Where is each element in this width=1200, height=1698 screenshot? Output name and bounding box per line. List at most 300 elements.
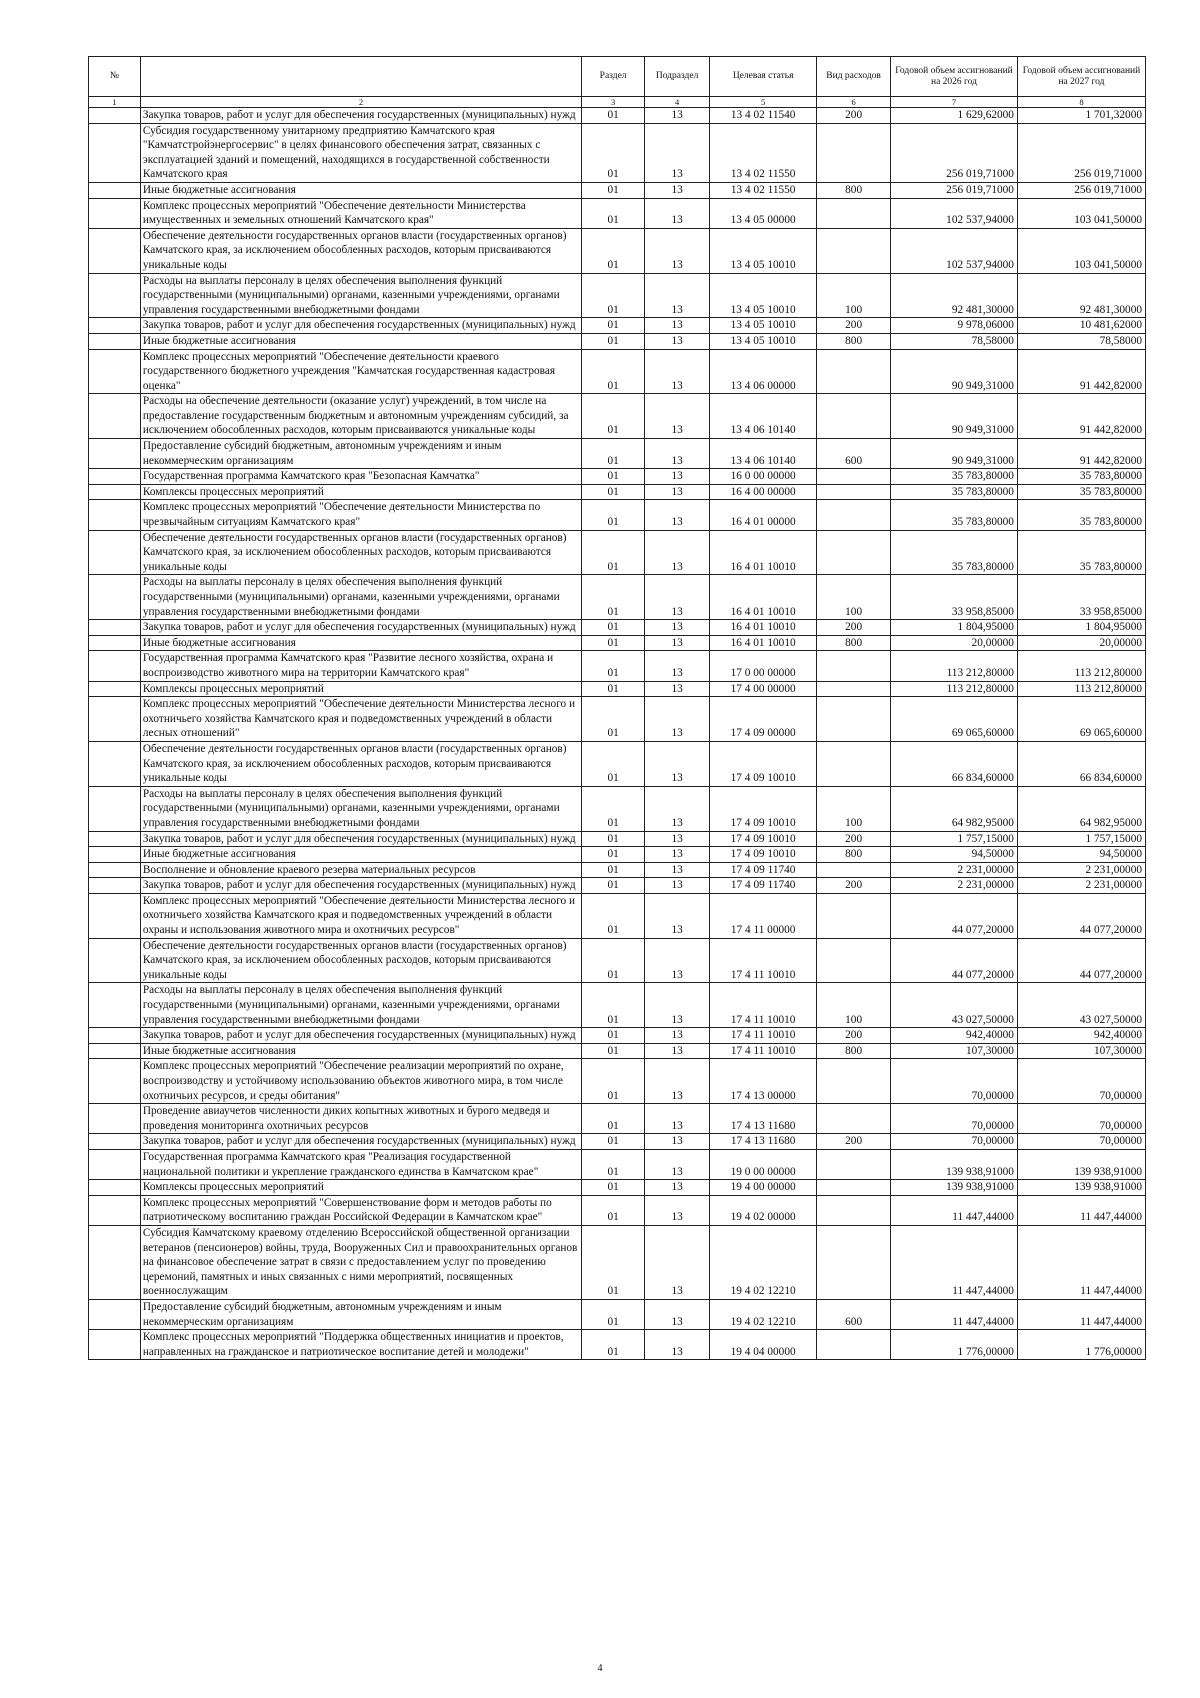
row-number-cell	[89, 1043, 141, 1059]
table-row	[89, 273, 1146, 318]
row-expense-type-cell	[817, 1059, 891, 1104]
row-expense-type-cell	[817, 530, 891, 575]
column-number: 5	[710, 97, 817, 108]
table-row	[89, 831, 1146, 847]
row-podrazdel-cell: 13	[645, 786, 710, 831]
row-expense-type-cell: 200	[817, 318, 891, 334]
row-number-cell	[89, 394, 141, 439]
row-target-article-cell: 16 4 01 00000	[710, 500, 817, 530]
row-podrazdel-cell: 13	[645, 273, 710, 318]
row-amount-2027-cell: 1 804,95000	[1017, 620, 1145, 636]
row-expense-type-cell	[817, 484, 891, 500]
row-number-cell	[89, 1225, 141, 1299]
row-amount-2027-cell: 35 783,80000	[1017, 484, 1145, 500]
row-amount-2026-cell: 113 212,80000	[891, 681, 1018, 697]
row-number-cell	[89, 862, 141, 878]
row-number-cell	[89, 575, 141, 620]
row-amount-2026-cell: 94,50000	[891, 847, 1018, 863]
row-amount-2026-cell: 20,00000	[891, 635, 1018, 651]
row-number-cell	[89, 500, 141, 530]
row-number-cell	[89, 439, 141, 469]
row-razdel-cell: 01	[582, 938, 645, 983]
row-razdel-cell: 01	[582, 500, 645, 530]
row-number-cell	[89, 182, 141, 198]
table-row	[89, 349, 1146, 394]
row-amount-2026-cell: 11 447,44000	[891, 1225, 1018, 1299]
row-razdel-cell: 01	[582, 681, 645, 697]
row-razdel-cell: 01	[582, 1299, 645, 1329]
row-podrazdel-cell: 13	[645, 500, 710, 530]
table-row	[89, 439, 1146, 469]
row-razdel-cell: 01	[582, 983, 645, 1028]
row-expense-type-cell: 200	[817, 878, 891, 894]
row-amount-2026-cell: 942,40000	[891, 1028, 1018, 1044]
column-number: 4	[645, 97, 710, 108]
row-amount-2027-cell: 35 783,80000	[1017, 530, 1145, 575]
row-name-cell: Закупка товаров, работ и услуг для обеспечения государственных (муниципальных) нужд	[140, 831, 581, 847]
row-podrazdel-cell: 13	[645, 878, 710, 894]
row-name-cell: Обеспечение деятельности государственных органов власти (государственных органов) Камчатского края, за исключением обособленных расходов, которым присваиваются уникальные коды	[140, 938, 581, 983]
row-name-cell: Комплексы процессных мероприятий	[140, 484, 581, 500]
row-amount-2027-cell: 2 231,00000	[1017, 878, 1145, 894]
row-amount-2027-cell: 113 212,80000	[1017, 651, 1145, 681]
row-target-article-cell: 13 4 05 00000	[710, 198, 817, 228]
row-razdel-cell: 01	[582, 697, 645, 742]
row-podrazdel-cell: 13	[645, 228, 710, 273]
row-number-cell	[89, 651, 141, 681]
column-number: 3	[582, 97, 645, 108]
table-header	[89, 57, 1146, 108]
row-number-cell	[89, 847, 141, 863]
row-amount-2026-cell: 70,00000	[891, 1059, 1018, 1104]
row-podrazdel-cell: 13	[645, 1330, 710, 1360]
row-podrazdel-cell: 13	[645, 530, 710, 575]
row-podrazdel-cell: 13	[645, 394, 710, 439]
row-expense-type-cell: 800	[817, 182, 891, 198]
column-number: 7	[891, 97, 1018, 108]
row-expense-type-cell: 100	[817, 983, 891, 1028]
row-razdel-cell: 01	[582, 1043, 645, 1059]
row-amount-2027-cell: 942,40000	[1017, 1028, 1145, 1044]
row-expense-type-cell	[817, 893, 891, 938]
row-razdel-cell: 01	[582, 831, 645, 847]
row-razdel-cell: 01	[582, 1104, 645, 1134]
row-target-article-cell: 19 0 00 00000	[710, 1149, 817, 1179]
table-row	[89, 198, 1146, 228]
row-razdel-cell: 01	[582, 847, 645, 863]
row-name-cell: Комплекс процессных мероприятий "Поддержка общественных инициатив и проектов, направленных на гражданское и патриотическое воспитание детей и молодежи"	[140, 1330, 581, 1360]
row-target-article-cell: 16 4 01 10010	[710, 620, 817, 636]
row-razdel-cell: 01	[582, 333, 645, 349]
row-podrazdel-cell: 13	[645, 1104, 710, 1134]
row-amount-2026-cell: 1 804,95000	[891, 620, 1018, 636]
row-amount-2026-cell: 139 938,91000	[891, 1149, 1018, 1179]
row-target-article-cell: 17 4 09 10010	[710, 741, 817, 786]
row-podrazdel-cell: 13	[645, 938, 710, 983]
row-name-cell: Расходы на выплаты персоналу в целях обеспечения выполнения функций государственными (муниципальными) органами, казенными учреждениями, органами управления государственными внебюджетными фондами	[140, 273, 581, 318]
row-number-cell	[89, 1059, 141, 1104]
row-podrazdel-cell: 13	[645, 349, 710, 394]
row-target-article-cell: 17 4 11 10010	[710, 938, 817, 983]
row-expense-type-cell	[817, 1195, 891, 1225]
row-razdel-cell: 01	[582, 1028, 645, 1044]
row-amount-2026-cell: 102 537,94000	[891, 228, 1018, 273]
row-podrazdel-cell: 13	[645, 333, 710, 349]
row-amount-2026-cell: 107,30000	[891, 1043, 1018, 1059]
row-name-cell: Иные бюджетные ассигнования	[140, 182, 581, 198]
row-razdel-cell: 01	[582, 878, 645, 894]
table-row	[89, 1225, 1146, 1299]
row-amount-2027-cell: 35 783,80000	[1017, 469, 1145, 485]
row-podrazdel-cell: 13	[645, 108, 710, 124]
row-amount-2026-cell: 92 481,30000	[891, 273, 1018, 318]
row-amount-2026-cell: 2 231,00000	[891, 862, 1018, 878]
row-expense-type-cell	[817, 741, 891, 786]
row-name-cell: Обеспечение деятельности государственных органов власти (государственных органов) Камчатского края, за исключением обособленных расходов, которым присваиваются уникальные коды	[140, 741, 581, 786]
table-row	[89, 318, 1146, 334]
row-razdel-cell: 01	[582, 635, 645, 651]
row-name-cell: Закупка товаров, работ и услуг для обеспечения государственных (муниципальных) нужд	[140, 1028, 581, 1044]
row-amount-2026-cell: 90 949,31000	[891, 394, 1018, 439]
row-amount-2027-cell: 70,00000	[1017, 1134, 1145, 1150]
row-podrazdel-cell: 13	[645, 681, 710, 697]
table-row	[89, 1195, 1146, 1225]
row-amount-2027-cell: 1 776,00000	[1017, 1330, 1145, 1360]
row-target-article-cell: 13 4 05 10010	[710, 318, 817, 334]
row-amount-2027-cell: 35 783,80000	[1017, 500, 1145, 530]
row-amount-2027-cell: 139 938,91000	[1017, 1149, 1145, 1179]
row-amount-2027-cell: 11 447,44000	[1017, 1225, 1145, 1299]
row-amount-2026-cell: 78,58000	[891, 333, 1018, 349]
table-row	[89, 1104, 1146, 1134]
row-number-cell	[89, 697, 141, 742]
row-amount-2027-cell: 11 447,44000	[1017, 1195, 1145, 1225]
row-target-article-cell: 17 4 13 11680	[710, 1134, 817, 1150]
row-expense-type-cell	[817, 394, 891, 439]
row-expense-type-cell: 800	[817, 847, 891, 863]
row-podrazdel-cell: 13	[645, 1180, 710, 1196]
row-amount-2026-cell: 90 949,31000	[891, 439, 1018, 469]
row-number-cell	[89, 681, 141, 697]
row-name-cell: Проведение авиаучетов численности диких копытных животных и бурого медведя и проведения мониторинга охотничьих ресурсов	[140, 1104, 581, 1134]
row-amount-2026-cell: 1 776,00000	[891, 1330, 1018, 1360]
table-row	[89, 786, 1146, 831]
row-name-cell: Расходы на выплаты персоналу в целях обеспечения выполнения функций государственными (муниципальными) органами, казенными учреждениями, органами управления государственными внебюджетными фондами	[140, 575, 581, 620]
row-podrazdel-cell: 13	[645, 697, 710, 742]
table-body	[89, 108, 1146, 1360]
row-name-cell: Иные бюджетные ассигнования	[140, 847, 581, 863]
row-expense-type-cell	[817, 651, 891, 681]
row-amount-2027-cell: 44 077,20000	[1017, 938, 1145, 983]
table-row	[89, 983, 1146, 1028]
row-expense-type-cell	[817, 198, 891, 228]
row-name-cell: Комплекс процессных мероприятий "Обеспечение деятельности Министерства лесного и охотничьего хозяйства Камчатского края и подведомственных учреждений в области охраны и использования животного мира и охотничьих ресурсов"	[140, 893, 581, 938]
row-podrazdel-cell: 13	[645, 651, 710, 681]
table-row	[89, 878, 1146, 894]
row-number-cell	[89, 1149, 141, 1179]
row-amount-2026-cell: 64 982,95000	[891, 786, 1018, 831]
row-number-cell	[89, 198, 141, 228]
row-name-cell: Восполнение и обновление краевого резерва материальных ресурсов	[140, 862, 581, 878]
row-amount-2026-cell: 70,00000	[891, 1104, 1018, 1134]
header-podrazdel: Подраздел	[645, 57, 710, 97]
row-name-cell: Комплекс процессных мероприятий "Обеспечение деятельности Министерства по чрезвычайным ситуациям Камчатского края"	[140, 500, 581, 530]
row-razdel-cell: 01	[582, 108, 645, 124]
row-podrazdel-cell: 13	[645, 1043, 710, 1059]
row-name-cell: Предоставление субсидий бюджетным, автономным учреждениям и иным некоммерческим организациям	[140, 1299, 581, 1329]
table-row	[89, 1059, 1146, 1104]
table-row	[89, 530, 1146, 575]
row-target-article-cell: 19 4 02 00000	[710, 1195, 817, 1225]
row-amount-2026-cell: 43 027,50000	[891, 983, 1018, 1028]
row-name-cell: Обеспечение деятельности государственных органов власти (государственных органов) Камчатского края, за исключением обособленных расходов, которым присваиваются уникальные коды	[140, 228, 581, 273]
row-expense-type-cell	[817, 228, 891, 273]
row-podrazdel-cell: 13	[645, 1028, 710, 1044]
table-row	[89, 862, 1146, 878]
row-number-cell	[89, 333, 141, 349]
row-target-article-cell: 17 4 13 11680	[710, 1104, 817, 1134]
row-name-cell: Комплекс процессных мероприятий "Обеспечение деятельности Министерства лесного и охотничьего хозяйства Камчатского края и подведомственных учреждений в области лесных отношений"	[140, 697, 581, 742]
row-razdel-cell: 01	[582, 182, 645, 198]
row-expense-type-cell: 100	[817, 786, 891, 831]
row-name-cell: Комплекс процессных мероприятий "Совершенствование форм и методов работы по патриотическому воспитанию граждан Российской Федерации в Камчатском крае"	[140, 1195, 581, 1225]
row-number-cell	[89, 108, 141, 124]
table-row	[89, 741, 1146, 786]
row-expense-type-cell	[817, 1180, 891, 1196]
row-target-article-cell: 16 0 00 00000	[710, 469, 817, 485]
row-podrazdel-cell: 13	[645, 741, 710, 786]
row-amount-2027-cell: 256 019,71000	[1017, 123, 1145, 182]
row-target-article-cell: 17 4 09 10010	[710, 786, 817, 831]
row-amount-2027-cell: 66 834,60000	[1017, 741, 1145, 786]
row-expense-type-cell	[817, 1104, 891, 1134]
row-razdel-cell: 01	[582, 228, 645, 273]
budget-table-sheet	[88, 56, 1146, 1360]
row-razdel-cell: 01	[582, 651, 645, 681]
row-amount-2027-cell: 92 481,30000	[1017, 273, 1145, 318]
row-target-article-cell: 17 4 09 11740	[710, 878, 817, 894]
row-podrazdel-cell: 13	[645, 1059, 710, 1104]
row-target-article-cell: 19 4 04 00000	[710, 1330, 817, 1360]
row-expense-type-cell: 200	[817, 108, 891, 124]
row-number-cell	[89, 893, 141, 938]
row-razdel-cell: 01	[582, 786, 645, 831]
row-target-article-cell: 17 4 09 10010	[710, 831, 817, 847]
row-target-article-cell: 17 4 11 10010	[710, 983, 817, 1028]
row-name-cell: Закупка товаров, работ и услуг для обеспечения государственных (муниципальных) нужд	[140, 318, 581, 334]
row-amount-2026-cell: 44 077,20000	[891, 938, 1018, 983]
row-number-cell	[89, 1028, 141, 1044]
row-target-article-cell: 16 4 00 00000	[710, 484, 817, 500]
row-target-article-cell: 13 4 05 10010	[710, 273, 817, 318]
row-expense-type-cell	[817, 1149, 891, 1179]
row-number-cell	[89, 318, 141, 334]
header-amount-2026: Годовой объем ассигнований на 2026 год	[891, 57, 1018, 97]
row-podrazdel-cell: 13	[645, 318, 710, 334]
row-name-cell: Расходы на обеспечение деятельности (оказание услуг) учреждений, в том числе на предоставление государственным бюджетным и автономным учреждениям субсидий, за исключением обособленных расходов, которым присваиваются уникальные коды	[140, 394, 581, 439]
row-number-cell	[89, 1104, 141, 1134]
row-name-cell: Обеспечение деятельности государственных органов власти (государственных органов) Камчатского края, за исключением обособленных расходов, которым присваиваются уникальные коды	[140, 530, 581, 575]
table-row	[89, 697, 1146, 742]
row-target-article-cell: 16 4 01 10010	[710, 530, 817, 575]
row-expense-type-cell: 100	[817, 273, 891, 318]
row-amount-2027-cell: 256 019,71000	[1017, 182, 1145, 198]
row-razdel-cell: 01	[582, 862, 645, 878]
row-amount-2027-cell: 10 481,62000	[1017, 318, 1145, 334]
header-column-numbers	[89, 97, 1146, 108]
row-amount-2026-cell: 44 077,20000	[891, 893, 1018, 938]
row-amount-2026-cell: 256 019,71000	[891, 182, 1018, 198]
row-name-cell: Комплекс процессных мероприятий "Обеспечение деятельности краевого государственного бюджетного учреждения "Камчатская государственная кадастровая оценка"	[140, 349, 581, 394]
row-target-article-cell: 13 4 06 10140	[710, 394, 817, 439]
row-target-article-cell: 17 4 09 11740	[710, 862, 817, 878]
row-name-cell: Закупка товаров, работ и услуг для обеспечения государственных (муниципальных) нужд	[140, 620, 581, 636]
row-target-article-cell: 17 4 09 00000	[710, 697, 817, 742]
row-razdel-cell: 01	[582, 439, 645, 469]
row-target-article-cell: 13 4 05 10010	[710, 333, 817, 349]
header-razdel: Раздел	[582, 57, 645, 97]
row-amount-2027-cell: 103 041,50000	[1017, 228, 1145, 273]
row-number-cell	[89, 349, 141, 394]
row-amount-2026-cell: 66 834,60000	[891, 741, 1018, 786]
row-target-article-cell: 19 4 02 12210	[710, 1225, 817, 1299]
table-row	[89, 469, 1146, 485]
row-target-article-cell: 13 4 02 11550	[710, 182, 817, 198]
row-amount-2027-cell: 2 231,00000	[1017, 862, 1145, 878]
row-amount-2027-cell: 78,58000	[1017, 333, 1145, 349]
row-amount-2026-cell: 102 537,94000	[891, 198, 1018, 228]
row-razdel-cell: 01	[582, 1149, 645, 1179]
row-podrazdel-cell: 13	[645, 620, 710, 636]
row-razdel-cell: 01	[582, 123, 645, 182]
row-expense-type-cell	[817, 681, 891, 697]
row-amount-2027-cell: 1 757,15000	[1017, 831, 1145, 847]
row-expense-type-cell	[817, 1330, 891, 1360]
header-amount-2027: Годовой объем ассигнований на 2027 год	[1017, 57, 1145, 97]
table-row	[89, 108, 1146, 124]
row-target-article-cell: 17 4 11 10010	[710, 1028, 817, 1044]
row-amount-2027-cell: 113 212,80000	[1017, 681, 1145, 697]
row-number-cell	[89, 741, 141, 786]
row-podrazdel-cell: 13	[645, 182, 710, 198]
table-row	[89, 893, 1146, 938]
row-amount-2026-cell: 70,00000	[891, 1134, 1018, 1150]
table-row	[89, 635, 1146, 651]
row-expense-type-cell: 100	[817, 575, 891, 620]
row-number-cell	[89, 831, 141, 847]
row-expense-type-cell: 800	[817, 1043, 891, 1059]
row-razdel-cell: 01	[582, 273, 645, 318]
row-amount-2027-cell: 44 077,20000	[1017, 893, 1145, 938]
row-number-cell	[89, 1134, 141, 1150]
row-target-article-cell: 13 4 06 00000	[710, 349, 817, 394]
row-target-article-cell: 16 4 01 10010	[710, 575, 817, 620]
table-row	[89, 1028, 1146, 1044]
row-amount-2027-cell: 70,00000	[1017, 1104, 1145, 1134]
row-razdel-cell: 01	[582, 318, 645, 334]
row-name-cell: Расходы на выплаты персоналу в целях обеспечения выполнения функций государственными (муниципальными) органами, казенными учреждениями, органами управления государственными внебюджетными фондами	[140, 786, 581, 831]
row-name-cell: Предоставление субсидий бюджетным, автономным учреждениям и иным некоммерческим организациям	[140, 439, 581, 469]
row-expense-type-cell: 200	[817, 831, 891, 847]
row-amount-2026-cell: 9 978,06000	[891, 318, 1018, 334]
row-amount-2027-cell: 64 982,95000	[1017, 786, 1145, 831]
row-razdel-cell: 01	[582, 394, 645, 439]
row-amount-2026-cell: 139 938,91000	[891, 1180, 1018, 1196]
row-number-cell	[89, 228, 141, 273]
row-target-article-cell: 13 4 06 10140	[710, 439, 817, 469]
row-razdel-cell: 01	[582, 1180, 645, 1196]
row-number-cell	[89, 530, 141, 575]
row-number-cell	[89, 1195, 141, 1225]
row-razdel-cell: 01	[582, 349, 645, 394]
column-number: 1	[89, 97, 141, 108]
row-amount-2026-cell: 113 212,80000	[891, 651, 1018, 681]
row-razdel-cell: 01	[582, 893, 645, 938]
row-expense-type-cell: 800	[817, 333, 891, 349]
row-podrazdel-cell: 13	[645, 484, 710, 500]
row-expense-type-cell	[817, 500, 891, 530]
column-number: 8	[1017, 97, 1145, 108]
header-number: №	[89, 57, 141, 97]
row-podrazdel-cell: 13	[645, 469, 710, 485]
table-row	[89, 1180, 1146, 1196]
row-podrazdel-cell: 13	[645, 983, 710, 1028]
row-name-cell: Закупка товаров, работ и услуг для обеспечения государственных (муниципальных) нужд	[140, 878, 581, 894]
table-row	[89, 394, 1146, 439]
row-target-article-cell: 17 4 13 00000	[710, 1059, 817, 1104]
table-row	[89, 1299, 1146, 1329]
page-number: 4	[597, 1663, 603, 1674]
row-name-cell: Государственная программа Камчатского края "Безопасная Камчатка"	[140, 469, 581, 485]
row-expense-type-cell: 600	[817, 1299, 891, 1329]
row-expense-type-cell: 200	[817, 1028, 891, 1044]
row-podrazdel-cell: 13	[645, 635, 710, 651]
row-number-cell	[89, 1180, 141, 1196]
row-amount-2026-cell: 2 231,00000	[891, 878, 1018, 894]
row-razdel-cell: 01	[582, 198, 645, 228]
row-amount-2027-cell: 11 447,44000	[1017, 1299, 1145, 1329]
row-name-cell: Комплекс процессных мероприятий "Обеспечение деятельности Министерства имущественных и земельных отношений Камчатского края"	[140, 198, 581, 228]
row-number-cell	[89, 620, 141, 636]
row-number-cell	[89, 484, 141, 500]
row-name-cell: Субсидия Камчатскому краевому отделению Всероссийской общественной организации ветеранов (пенсионеров) войны, труда, Вооруженных Сил и правоохранительных органов на финансовое обеспечение затрат в связи с предоставлением услуг по проведению церемоний, памятных и иных связанных с ними мероприятий, посвященных военнослужащим	[140, 1225, 581, 1299]
row-razdel-cell: 01	[582, 1330, 645, 1360]
row-amount-2027-cell: 94,50000	[1017, 847, 1145, 863]
row-number-cell	[89, 1299, 141, 1329]
row-podrazdel-cell: 13	[645, 1134, 710, 1150]
row-razdel-cell: 01	[582, 575, 645, 620]
row-amount-2026-cell: 11 447,44000	[891, 1195, 1018, 1225]
row-number-cell	[89, 635, 141, 651]
row-number-cell	[89, 878, 141, 894]
row-name-cell: Государственная программа Камчатского края "Реализация государственной национальной политики и укрепление гражданского единства в Камчатском крае"	[140, 1149, 581, 1179]
table-row	[89, 1043, 1146, 1059]
header-target-article: Целевая статья	[710, 57, 817, 97]
row-expense-type-cell	[817, 349, 891, 394]
row-amount-2026-cell: 35 783,80000	[891, 484, 1018, 500]
row-expense-type-cell	[817, 938, 891, 983]
row-amount-2026-cell: 35 783,80000	[891, 530, 1018, 575]
header-row	[89, 57, 1146, 97]
row-name-cell: Закупка товаров, работ и услуг для обеспечения государственных (муниципальных) нужд	[140, 108, 581, 124]
row-podrazdel-cell: 13	[645, 1225, 710, 1299]
table-row	[89, 123, 1146, 182]
row-podrazdel-cell: 13	[645, 123, 710, 182]
row-target-article-cell: 13 4 02 11540	[710, 108, 817, 124]
table-row	[89, 1330, 1146, 1360]
row-amount-2027-cell: 91 442,82000	[1017, 439, 1145, 469]
row-expense-type-cell	[817, 123, 891, 182]
